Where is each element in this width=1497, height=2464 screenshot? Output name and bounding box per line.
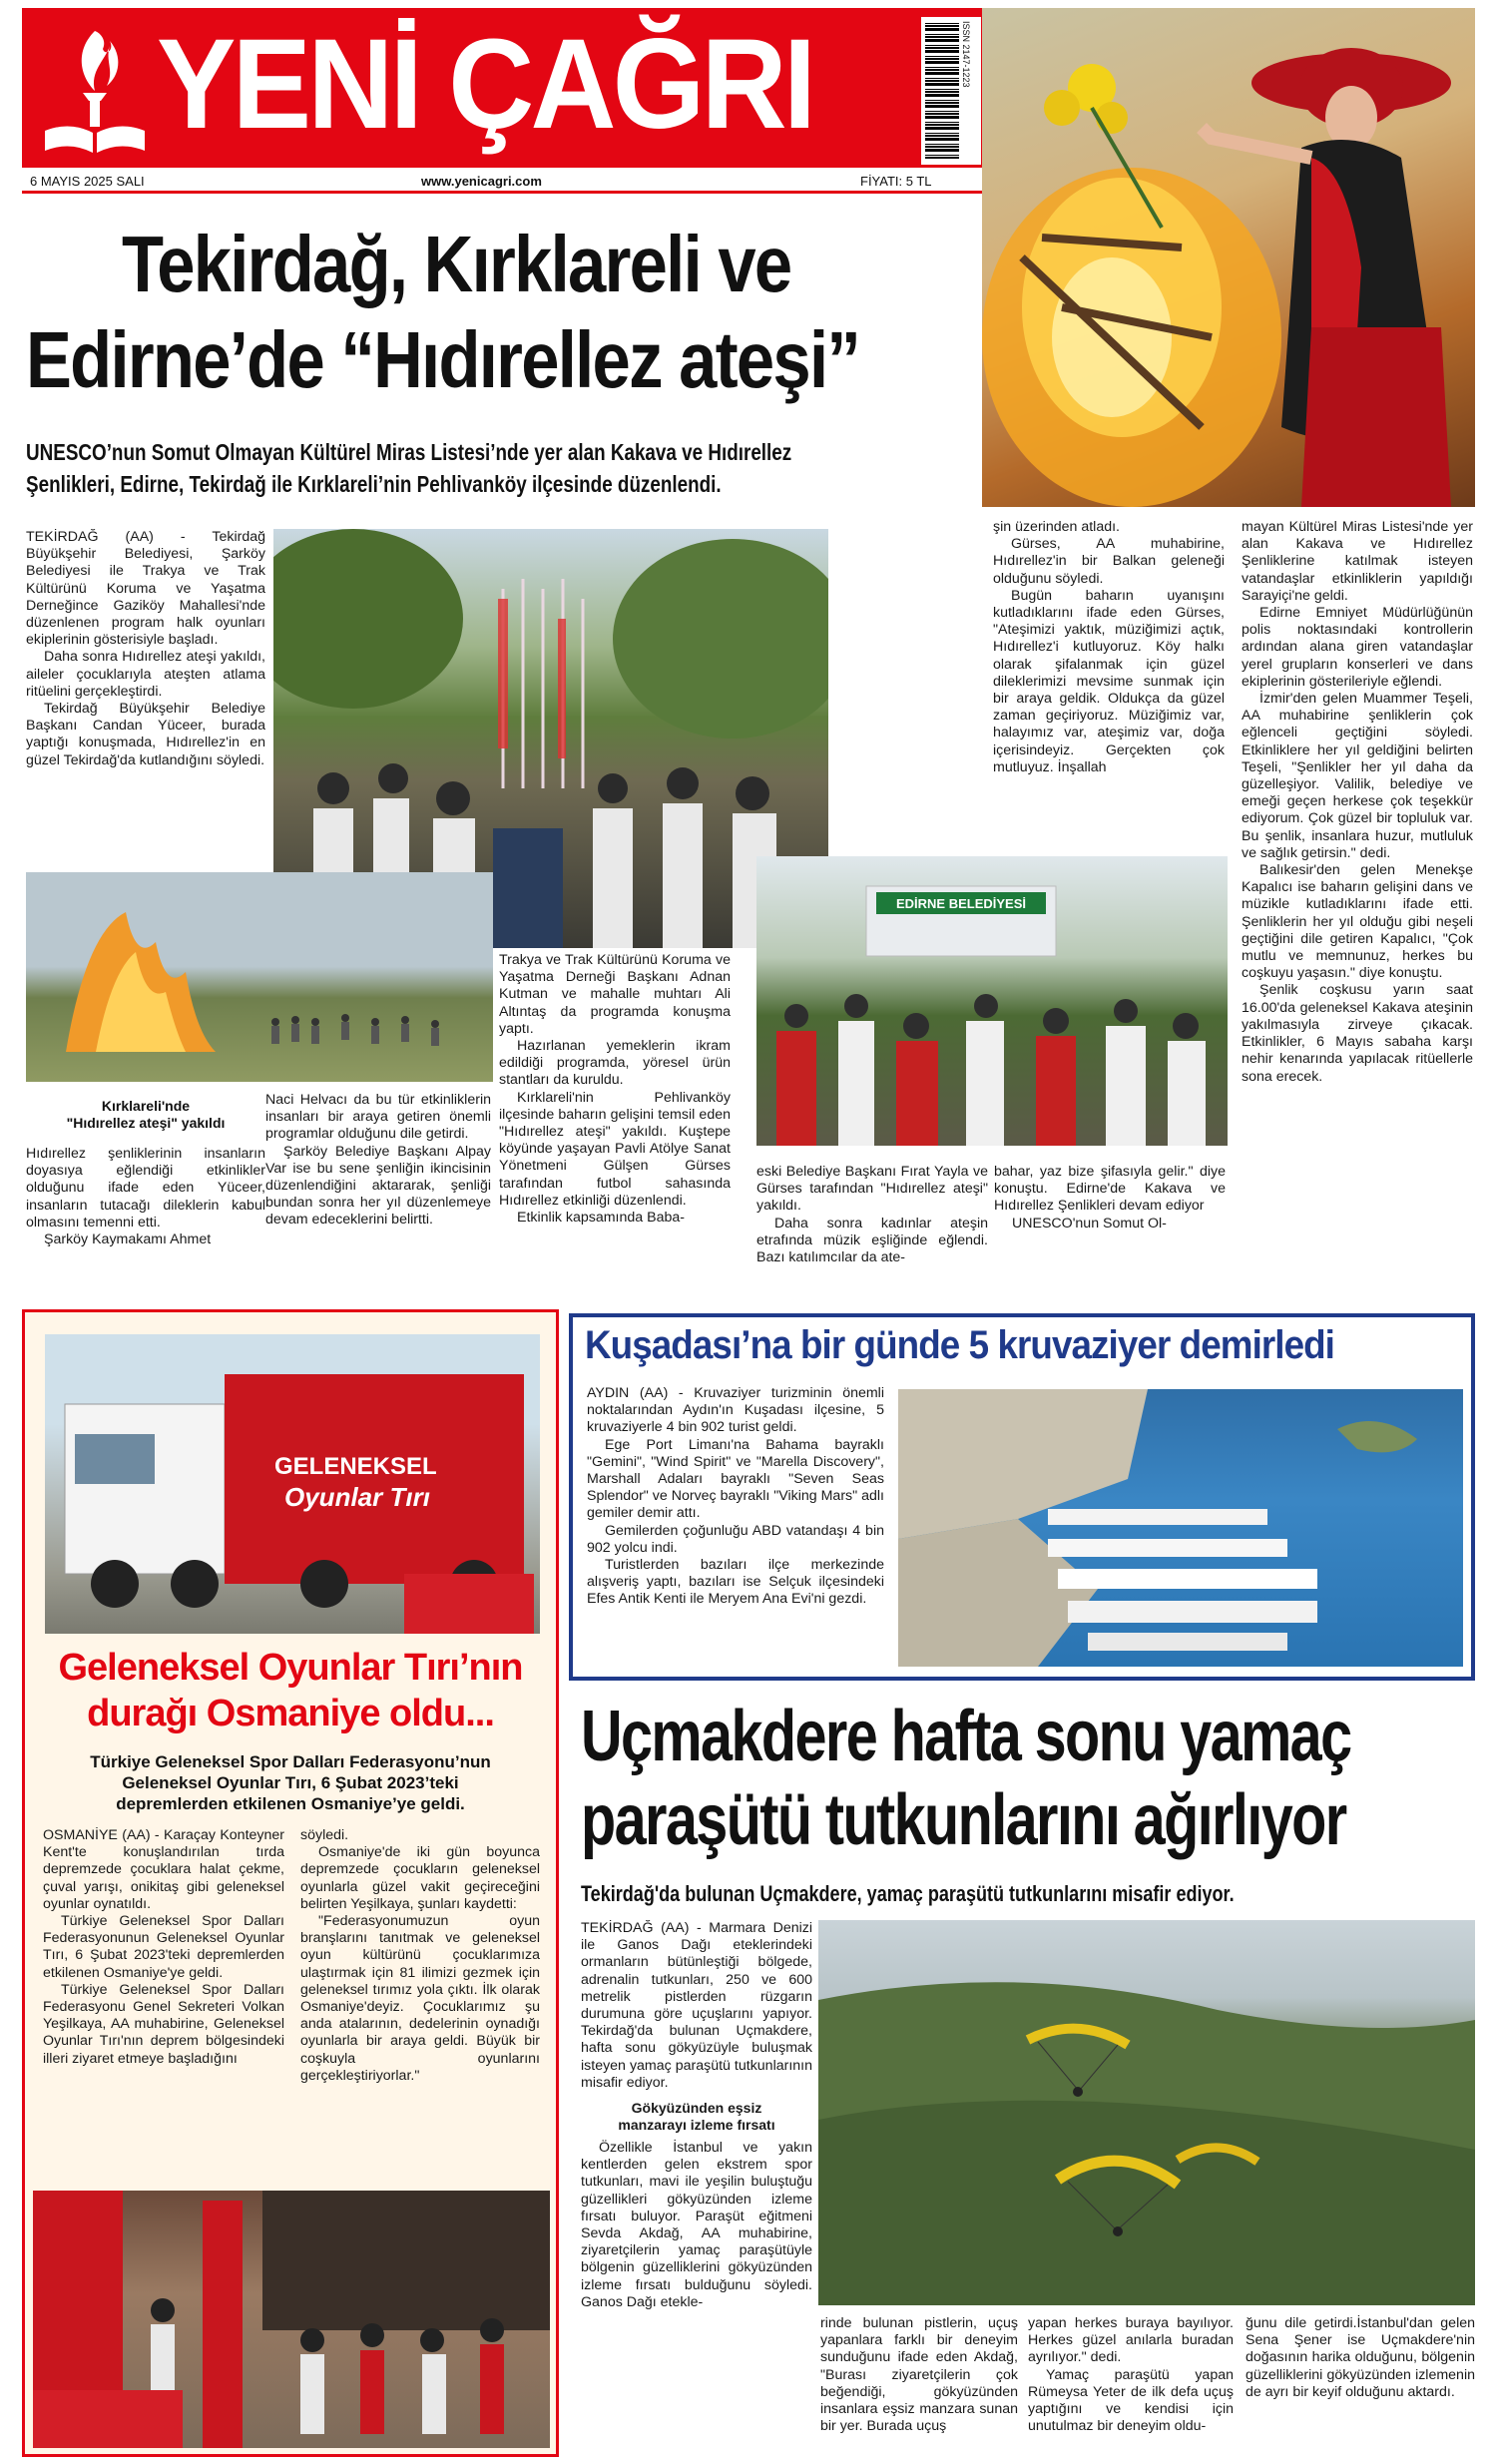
lead-col6 [1242,519,1473,1287]
ucmakdere-deck: Tekirdağ'da bulunan Uçmakdere, yamaç paraşütü tutkunlarını misafir ediyor. [581,1881,1235,1906]
kusadasi-story-box [569,1313,1475,1681]
osmaniye-deck [25,1751,556,1814]
paragraph: UNESCO'nun Somut Ol- [1012,1215,1167,1232]
paragraph: yapan herkes buraya bayılıyor. Herkes güzel anılarla buradan ayrılıyor." dedi. [1028,2315,1234,2366]
paragraph: Şenlik coşkusu yarın saat 16.00'da geleneksel Kakava ateşinin yakılmasıyla zirveye çıkacak. Etkinlikler, 6 Mayıs sabaha karşı nehir kenarında yapılacak ritüellerle sona erecek. [1242,982,1473,1085]
paragraph: OSMANİYE (AA) - Karaçay Konteyner Kent'te konuşlandırılan tırda depremzede çocuklara halat çekme, çuval yarışı, onikitaş gibi geleneksel oyunlar oynatıldı. [43,1827,284,1912]
osmaniye-deck-line1: Türkiye Geleneksel Spor Dalları Federasyonu’nun [90,1752,491,1771]
photo-caption-title: Kırklareli'nde [101,1098,191,1114]
paragraph: rinde bulunan pistlerin, uçuş yapanlara farklı bir deneyim sunduğunu ifade eden Akdağ, "Burası ziyaretçilerin çok beğendiği, gökyüzünden insanlara eşsiz manzara sunan bir yer. Burada uçuş [820,2315,1018,2435]
ucmakdere-col1 [581,1920,812,2459]
paragraph: Gürses, AA muhabirine, Hıdırellez'in bir Balkan geleneği olduğunu söyledi. [993,536,1225,587]
truck-text-line2: Oyunlar Tırı [284,1482,430,1512]
paragraph: Türkiye Geleneksel Spor Dalları Federasyonunun Geleneksel Oyunlar Tırı, 6 Şubat 2023'teki depremlerden etkilenen Osmaniye'ye geldi. [43,1913,284,1981]
lead-col3 [499,952,731,1286]
paragraph: Yamaç paraşütü yapan Rümeysa Yeter de ilk defa uçuş yaptığını ve kendisi için unutulmaz bir deneyim oldu- [1028,2366,1234,2435]
dateline-bar [22,172,990,194]
traditional-games-truck-photo [45,1334,540,1634]
photo-caption [26,1098,265,1132]
paragraph: "Federasyonumuzun oyun branşlarını tanıtmak ve geleneksel oyun kültürünü çocuklarımıza ulaştırmak için 81 ilimizi gezmek için geleneksel tırımız yola çıktı. İlk olarak Osmaniye'deyiz. Çocuklarımız şu anda atalarının, dedelerinin oynadığı oyunlarla bir araya geldi. Büyük bir coşkuyla oyunlarını gerçekleştiriyorlar." [300,1913,540,2084]
lead-headline-line1: Tekirdağ, Kırklareli ve [122,220,791,308]
lead-col1-top [26,529,265,888]
torch-book-logo [35,21,155,161]
osmaniye-deck-line2: Geleneksel Oyunlar Tırı, 6 Şubat 2023’teki [122,1773,459,1792]
edirne-festival-photo [756,856,1228,1146]
paragraph: Özellikle İstanbul ve yakın kentlerden gelen ekstrem spor tutkunları, mavi ile yeşilin buluştuğu güzellikleri gökyüzünden izleme fırsatı buluyor. Paraşüt eğitmeni Sevda Akdağ, AA muhabirine, ziyaretçilerin yamaç paraşütüyle bölgenin güzelliklerini gökyüzünden izleme fırsatı bulduğunu söyledi. Ganos Dağı etekle- [581,2140,812,2310]
osmaniye-headline-line2: durağı Osmaniye oldu... [87,1693,494,1734]
lead-col2-bottom [265,1092,491,1286]
lead-col1-bottom [26,1146,265,1285]
children-playing-photo [33,2191,550,2448]
paragraph: mayan Kültürel Miras Listesi'nde yer alan Kakava ve Hıdırellez Şenliklerine katılmak isteyen vatandaşlar etkinliklerin yapıldığı Sarayiçi'ne geldi. [1242,519,1473,604]
paragraph: İzmir'den gelen Muammer Teşeli, AA muhabirine şenliklerin çok eğlenceli geçtiğini söyledi. Etkinliklere her yıl geldiğini belirten Teşeli, "Şenlikler her yıl daha da güzelleşiyor. Valilik, belediye ve emeği geçen herkese çok teşekkür ediyorum. Çok güzel bir topluluk var. Bu şenlik, insanlara huzur, mutluluk ve sağlık getirsin." dedi. [1242,691,1473,861]
kirklareli-bonfire-photo [26,872,493,1082]
paragraph: Hıdırellez şenliklerinin insanların doyasıya eğlendiği etkinlikler olduğunu ifade eden Yüceer, insanların tutacağı dileklerin kabul olmasını temenni etti. [26,1146,265,1231]
paragraph: TEKİRDAĞ (AA) - Tekirdağ Büyükşehir Belediyesi, Şarköy Belediyesi ile Trakya ve Trak Kültürünü Koruma ve Yaşatma Derneğince Gaziköy Mahallesi'nde düzenlenen program halk oyunları ekiplerinin gösterisiyle başladı. [26,529,265,649]
paragraph: Gemilerden çoğunluğu ABD vatandaşı 4 bin 902 yolcu indi. [587,1522,884,1556]
masthead [22,8,990,168]
issn-label: ISSN 2147-1223 [961,21,971,88]
price-label: FİYATI: 5 TL [860,174,932,189]
paragraph: şin üzerinden atladı. [993,519,1120,535]
kusadasi-headline: Kuşadası’na bir günde 5 kruvaziyer demirledi [585,1323,1334,1367]
hidirellez-fire-photo [982,8,1475,507]
ucmakdere-headline-line1: Uçmakdere hafta sonu yamaç [581,1697,1351,1776]
subhead-line1: Gökyüzünden eşsiz [631,2100,762,2117]
kusadasi-body [587,1385,884,1675]
lead-deck-line2: Şenlikleri, Edirne, Tekirdağ ile Kırklareli’nin Pehlivanköy ilçesinde düzenlendi. [26,471,722,497]
lead-deck-line1: UNESCO’nun Somut Olmayan Kültürel Miras Listesi’nde yer alan Kakava ve Hıdırellez [26,439,792,465]
ucmakdere-col4 [1246,2315,1475,2459]
paragliding-photo [818,1920,1475,2305]
paragraph: Şarköy Kaymakamı Ahmet [44,1232,212,1248]
osmaniye-col2 [300,1827,540,2183]
paragraph: Daha sonra Hıdırellez ateşi yakıldı, aileler çocuklarıyla ateşten atlama ritüelini gerçekleştirdi. [26,649,265,700]
lead-col4-bottom [756,1164,988,1285]
paragraph: Osmaniye'de iki gün boyunca depremzede çocukların geleneksel oyunlarla güzel vakit geçireceğini belirten Yeşilkaya, şunları kaydetti: [300,1844,540,1912]
osmaniye-story-box [22,1309,559,2457]
paragraph: Türkiye Geleneksel Spor Dalları Federasyonu Genel Sekreteri Volkan Yeşilkaya, AA muhabirine, Geleneksel Oyunlar Tırı'nın deprem bölgesindeki illeri ziyaret etmeye başladığını [43,1981,284,2067]
photo-caption-text: "Hıdırellez ateşi" yakıldı [66,1115,226,1131]
paragraph: bahar, yaz bize şifasıyla gelir." diye konuştu. Edirne'de Kakava ve Hıdırellez Şenlikleri devam ediyor [994,1164,1226,1215]
stage-banner-text: EDİRNE BELEDİYESİ [895,896,1027,911]
paragraph: Şarköy Belediye Başkanı Alpay Var ise bu sene şenliğin ikincisinin düzenlendiğini aktararak, şenliği bundan sonra her yıl düzenlemeye devam edeceklerini belirtti. [265,1143,491,1229]
paragraph: AYDIN (AA) - Kruvaziyer turizminin önemli noktalarından Aydın'ın Kuşadası ilçesine, 5 kruvaziyerle 4 bin 902 turist geldi. [587,1385,884,1436]
paragraph: eski Belediye Başkanı Fırat Yayla ve Gürses tarafından "Hıdırellez ateşi" yakıldı. [756,1164,988,1215]
lead-headline-line2: Edirne’de “Hıdırellez ateşi” [26,315,860,404]
paragraph: TEKİRDAĞ (AA) - Marmara Denizi ile Ganos Dağı eteklerindeki ormanların bütünleştiği bölgede, adrenalin tutkunları, 250 ve 600 metrelik pistlerden rüzgarın durumuna göre uçuşlarını yapıyor. Tekirdağ'da bulunan Uçmakdere, hafta sonu gökyüzüyle buluşmak isteyen yamaç paraşütü tutkunlarının misafir ediyor. [581,1920,812,2091]
paragraph: Ege Port Limanı'na Bahama bayraklı "Gemini", "Wind Spirit" ve "Marella Discovery", Marshall Adaları bayraklı "Seven Seas Splendor" ve Norveç bayraklı "Viking Mars" adlı gemiler demir attı. [587,1436,884,1522]
cruise-port-photo [898,1389,1463,1667]
paragraph: Tekirdağ Büyükşehir Belediye Başkanı Candan Yüceer, burada yaptığı konuşmada, Hıdırellez'in en güzel Tekirdağ'da kutlandığını söyledi. [26,701,265,768]
ucmakdere-col3 [1028,2315,1234,2459]
osmaniye-headline-line1: Geleneksel Oyunlar Tırı’nın [58,1647,523,1689]
ucmakdere-headline-line2: paraşütü tutkunlarını ağırlıyor [581,1780,1346,1860]
osmaniye-col1 [43,1827,284,2183]
barcode [921,17,981,165]
paragraph: Etkinlik kapsamında Baba- [517,1210,685,1227]
paragraph: Edirne Emniyet Müdürlüğünün polis noktasındaki kontrollerin ardından alana giren vatandaşlar yerel grupların konserleri ve dans ekiplerinin gösterileriyle eğlendi. [1242,605,1473,690]
paragraph: Trakya ve Trak Kültürünü Koruma ve Yaşatma Derneği Başkanı Adnan Kutman ve mahalle muhtarı Ali Altıntaş da programda konuşma yaptı. [499,952,731,1037]
osmaniye-deck-line3: depremlerden etkilenen Osmaniye’ye geldi. [116,1794,465,1813]
paragraph: ğunu dile getirdi.İstanbul'dan gelen Sena Şener ise Uçmakdere'nin doğasının harika olduğunu, bölgenin güzelliklerini gökyüzünden izlemenin de ayrı bir keyif olduğunu aktardı. [1246,2315,1475,2400]
paragraph: Bugün baharın uyanışını kutladıklarını ifade eden Gürses, "Ateşimizi yaktık, müziğimizi açtık, Hıdırellez'i kutluyoruz. Köy halkı olarak şifalanmak için güzel dileklerimizi mevsime sunmak için bir araya geldik. Oldukça da güzel zaman geçiriyoruz. Müziğimiz var, halayımız var, ateşimiz var, doğa içerisindeyiz. Gerçekten çok mutluyuz. İnşallah [993,587,1225,775]
truck-text-line1: GELENEKSEL [274,1453,437,1480]
ucmakdere-subhead [581,2100,812,2134]
website-link[interactable]: www.yenicagri.com [421,174,542,189]
paragraph: Hazırlanan yemeklerin ikram edildiği programda, yöresel ürün stantları da kuruldu. [499,1038,731,1089]
lead-col5 [993,519,1225,868]
newspaper-title: YENİ ÇAĞRI [157,13,813,156]
issue-date: 6 MAYIS 2025 SALI [30,174,145,189]
paragraph: Balıkesir'den gelen Menekşe Kapalıcı ise baharın gelişini dans ve müzikle kutladıklarını ifade etti. Şenliklerin her yıl olduğu gibi neşeli geçtiğini dile getiren Kapalıcı, "Çok mutlu ve memnunuz, herkes bu coşkuyu yaşasın." diye konuştu. [1242,862,1473,982]
ucmakdere-col2 [820,2315,1018,2459]
paragraph: söyledi. [300,1827,349,1843]
subhead-line2: manzarayı izleme fırsatı [618,2117,775,2134]
paragraph: Daha sonra kadınlar ateşin etrafında müzik eşliğinde eğlendi. Bazı katılımcılar da ate- [756,1215,988,1266]
paragraph: Turistlerden bazıları ilçe merkezinde alışveriş yaptı, bazıları ise Selçuk ilçesindeki Efes Antik Kenti ile Meryem Ana Evi'ni gezdi. [587,1557,884,1608]
paragraph: Kırklareli'nin Pehlivanköy ilçesinde baharın gelişini temsil eden "Hıdırellez ateşi" yakıldı. Kuştepe köyünde yaşayan Pavli Atölye Sanat Yönetmeni Gülşen Gürses tarafından futbol sahasında Hıdırellez etkinliği düzenlendi. [499,1089,731,1209]
paragraph: Naci Helvacı da bu tür etkinliklerin insanları bir araya getiren önemli programlar olduğunu dile getirdi. [265,1092,491,1143]
lead-col5-bottom [994,1164,1226,1285]
